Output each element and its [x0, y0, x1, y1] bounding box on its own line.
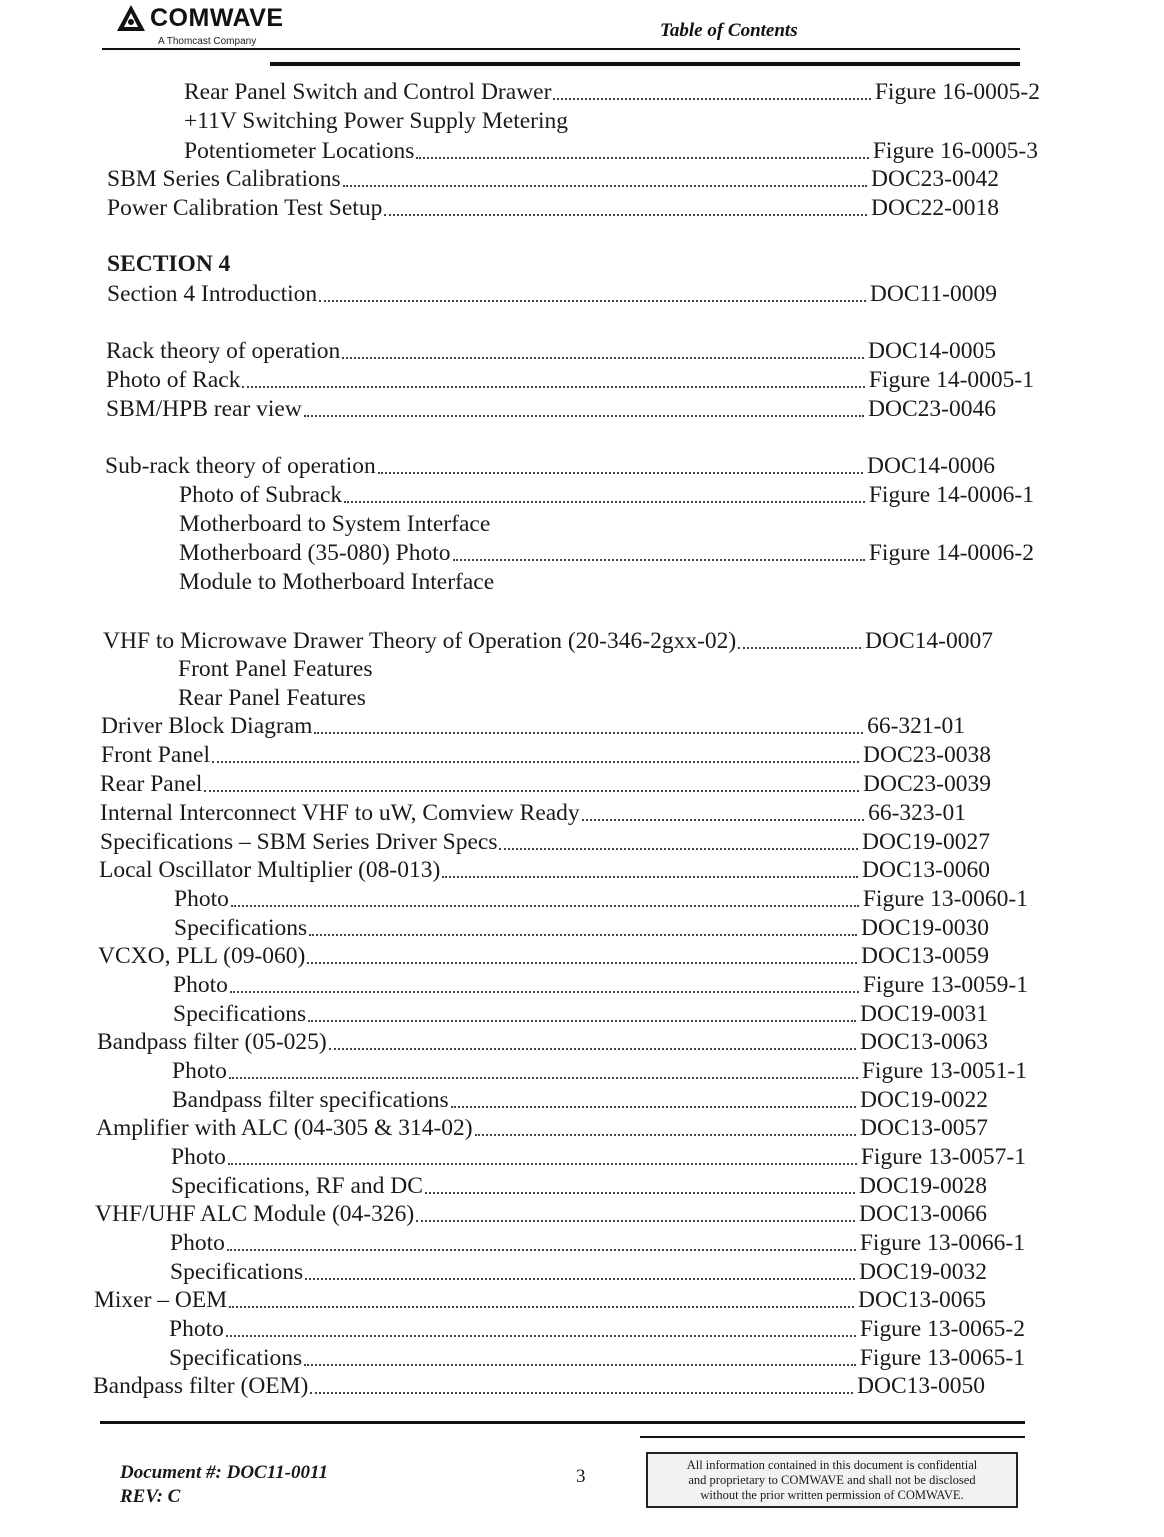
- toc-entry-ref: Figure 14-0005-1: [868, 367, 1034, 393]
- leader-dots: [304, 415, 864, 417]
- toc-entry: [172, 1086, 988, 1114]
- leader-dots: [378, 472, 863, 474]
- leader-dots: [228, 1163, 857, 1165]
- toc-entry-label: Motherboard to System Interface: [179, 511, 491, 537]
- notice-line: without the prior written permission of COMWAVE.: [700, 1488, 964, 1502]
- toc-entry: [101, 741, 991, 769]
- header-rule: [102, 48, 1020, 50]
- logo-name: COMWAVE: [150, 4, 284, 32]
- toc-entry-label: Mixer – OEM: [94, 1287, 228, 1313]
- leader-dots: [305, 1278, 855, 1280]
- toc-entry-label: VHF/UHF ALC Module (04-326): [95, 1201, 415, 1227]
- toc-entry-label: Photo of Rack: [106, 367, 241, 393]
- leader-dots: [384, 214, 867, 216]
- toc-entry-ref: DOC23-0046: [868, 396, 996, 422]
- toc-entry-ref: Figure 13-0059-1: [862, 972, 1028, 998]
- toc-entry-ref: DOC11-0009: [869, 281, 997, 307]
- toc-entry: [170, 1258, 987, 1286]
- leader-dots: [582, 819, 864, 821]
- logo-subtitle: A Thomcast Company: [158, 36, 257, 47]
- toc-entry-ref: DOC14-0006: [867, 453, 995, 479]
- toc-entry-label: SBM/HPB rear view: [106, 396, 302, 422]
- leader-dots: [329, 1048, 856, 1050]
- toc-entry-ref: Figure 16-0005-3: [872, 138, 1038, 164]
- toc-entry-ref: DOC14-0005: [868, 338, 996, 364]
- toc-entry-ref: DOC13-0059: [861, 943, 989, 969]
- leader-dots: [416, 1220, 855, 1222]
- toc-entry-label: Specifications – SBM Series Driver Specs: [100, 829, 498, 855]
- toc-entry: [103, 627, 993, 655]
- leader-dots: [425, 1192, 855, 1194]
- toc-entry: [184, 107, 568, 135]
- toc-entry: [107, 280, 997, 308]
- toc-entry-label: Bandpass filter specifications: [172, 1087, 449, 1113]
- leader-dots: [309, 934, 857, 936]
- toc-entry-label: Power Calibration Test Setup: [107, 195, 383, 221]
- toc-entry: [169, 1344, 1025, 1372]
- toc-entry-ref: Figure 13-0066-1: [859, 1230, 1025, 1256]
- toc-entry: [106, 395, 996, 423]
- toc-entry-ref: DOC23-0038: [863, 742, 991, 768]
- toc-entry: [100, 770, 991, 798]
- toc-entry-ref: DOC19-0030: [861, 915, 989, 941]
- toc-entry-ref: 66-321-01: [867, 713, 965, 739]
- toc-entry: [178, 684, 366, 712]
- header-rule-thick: [270, 62, 1020, 66]
- toc-entry-label: Specifications: [170, 1259, 304, 1285]
- leader-dots: [229, 1077, 858, 1079]
- leader-dots: [204, 790, 859, 792]
- toc-entry-label: Amplifier with ALC (04-305 & 314-02): [96, 1115, 473, 1141]
- toc-entry-label: Bandpass filter (05-025): [97, 1029, 327, 1055]
- toc-entry-label: Rear Panel: [100, 771, 203, 797]
- leader-dots: [314, 732, 863, 734]
- toc-entry-ref: Figure 13-0065-1: [859, 1345, 1025, 1371]
- toc-entry-label: Motherboard (35-080) Photo: [179, 540, 451, 566]
- toc-entry-ref: DOC19-0022: [860, 1087, 988, 1113]
- toc-entry: [101, 712, 965, 740]
- toc-entry-ref: DOC23-0042: [871, 166, 999, 192]
- toc-entry: [179, 481, 1034, 509]
- toc-entry-ref: Figure 13-0065-2: [859, 1316, 1025, 1342]
- company-logo: [116, 2, 316, 50]
- toc-entry-label: Potentiometer Locations: [184, 138, 415, 164]
- leader-dots: [231, 905, 859, 907]
- leader-dots: [344, 501, 865, 503]
- toc-entry-ref: DOC14-0007: [865, 628, 993, 654]
- toc-entry-label: Photo: [173, 972, 228, 998]
- toc-entry: [97, 1028, 988, 1056]
- toc-entry: [98, 942, 989, 970]
- document-number: Document #: DOC11-0011: [120, 1462, 328, 1483]
- toc-entry-ref: DOC13-0060: [862, 857, 990, 883]
- leader-dots: [453, 559, 865, 561]
- toc-entry-label: Photo: [170, 1230, 225, 1256]
- toc-entry-ref: DOC13-0057: [860, 1115, 988, 1141]
- toc-entry-label: Bandpass filter (OEM): [93, 1373, 309, 1399]
- toc-entry-label: Specifications, RF and DC: [171, 1173, 423, 1199]
- toc-entry-label: Internal Interconnect VHF to uW, Comview Ready: [100, 800, 580, 826]
- toc-entry-ref: Figure 13-0051-1: [861, 1058, 1027, 1084]
- toc-entry: [178, 655, 373, 683]
- toc-entry-ref: Figure 14-0006-1: [868, 482, 1034, 508]
- leader-dots: [499, 848, 858, 850]
- footer-rule-short: [640, 1436, 1025, 1438]
- leader-dots: [738, 647, 861, 649]
- toc-entry: [93, 1372, 985, 1400]
- toc-entry-ref: Figure 16-0005-2: [874, 79, 1040, 105]
- toc-entry-ref: DOC23-0039: [863, 771, 991, 797]
- toc-entry-label: Module to Motherboard Interface: [179, 569, 495, 595]
- toc-entry: [106, 337, 996, 365]
- leader-dots: [416, 157, 868, 159]
- toc-entry-label: Rear Panel Switch and Control Drawer: [184, 79, 552, 105]
- toc-entry-ref: DOC13-0050: [857, 1373, 985, 1399]
- toc-entry-label: Specifications: [169, 1345, 303, 1371]
- toc-entry-ref: DOC19-0032: [859, 1259, 987, 1285]
- leader-dots: [212, 761, 859, 763]
- leader-dots: [230, 991, 859, 993]
- toc-entry-ref: DOC19-0031: [860, 1001, 988, 1027]
- toc-entry-label: SBM Series Calibrations: [107, 166, 341, 192]
- toc-entry: [99, 856, 990, 884]
- toc-entry: [179, 568, 494, 596]
- toc-entry-label: Rear Panel Features: [178, 685, 366, 711]
- toc-entry-ref: DOC13-0066: [859, 1201, 987, 1227]
- toc-entry-ref: DOC22-0018: [871, 195, 999, 221]
- notice-line: and proprietary to COMWAVE and shall not be disclosed: [688, 1473, 976, 1487]
- leader-dots: [304, 1364, 856, 1366]
- leader-dots: [226, 1335, 856, 1337]
- page-header-title: Table of Contents: [660, 20, 798, 41]
- toc-entry: [184, 137, 1038, 165]
- toc-entry: [179, 510, 490, 538]
- toc-entry-ref: Figure 13-0060-1: [862, 886, 1028, 912]
- toc-entry: [107, 165, 999, 193]
- toc-entry-label: Photo: [172, 1058, 227, 1084]
- toc-entry-ref: DOC19-0028: [859, 1173, 987, 1199]
- leader-dots: [343, 185, 867, 187]
- toc-entry-ref: DOC13-0065: [858, 1287, 986, 1313]
- toc-entry: [173, 971, 1028, 999]
- toc-entry-ref: 66-323-01: [868, 800, 966, 826]
- toc-entry: [174, 914, 989, 942]
- toc-entry: [184, 78, 1040, 106]
- comwave-logo-icon: [116, 4, 146, 34]
- leader-dots: [342, 357, 864, 359]
- toc-entry-label: Local Oscillator Multiplier (08-013): [99, 857, 441, 883]
- toc-entry: [96, 1114, 988, 1142]
- toc-entry-label: Specifications: [173, 1001, 307, 1027]
- toc-entry-ref: Figure 13-0057-1: [860, 1144, 1026, 1170]
- toc-entry-label: Photo: [169, 1316, 224, 1342]
- toc-entry: [171, 1172, 987, 1200]
- toc-entry: [105, 452, 995, 480]
- toc-entry-label: Sub-rack theory of operation: [105, 453, 376, 479]
- toc-entry-label: Front Panel Features: [178, 656, 373, 682]
- toc-entry-label: Section 4 Introduction: [107, 281, 318, 307]
- toc-entry: [179, 539, 1034, 567]
- toc-entry: [173, 1000, 988, 1028]
- toc-entry-label: +11V Switching Power Supply Metering: [184, 108, 569, 134]
- leader-dots: [319, 300, 866, 302]
- toc-entry-ref: DOC19-0027: [862, 829, 990, 855]
- toc-entry-label: VCXO, PLL (09-060): [98, 943, 306, 969]
- toc-entry: [95, 1200, 987, 1228]
- toc-entry: [94, 1286, 986, 1314]
- leader-dots: [553, 98, 870, 100]
- toc-entry-label: Rack theory of operation: [106, 338, 341, 364]
- leader-dots: [308, 1020, 856, 1022]
- toc-entry: [106, 366, 1034, 394]
- toc-entry-label: Front Panel: [101, 742, 211, 768]
- toc-entry: [107, 194, 999, 222]
- leader-dots: [475, 1134, 856, 1136]
- toc-entry-ref: Figure 14-0006-2: [868, 540, 1034, 566]
- document-revision: REV: C: [120, 1486, 181, 1507]
- toc-entry: [100, 799, 966, 827]
- section-heading: SECTION 4: [107, 251, 231, 277]
- leader-dots: [229, 1306, 854, 1308]
- toc-entry-label: Photo: [174, 886, 229, 912]
- toc-entry: [172, 1057, 1027, 1085]
- toc-entry-label: Specifications: [174, 915, 308, 941]
- leader-dots: [227, 1249, 856, 1251]
- toc-entry-label: Photo of Subrack: [179, 482, 343, 508]
- toc-entry-ref: DOC13-0063: [860, 1029, 988, 1055]
- footer-rule: [100, 1421, 1025, 1424]
- toc-entry-label: VHF to Microwave Drawer Theory of Operation (20-346-2gxx-02): [103, 628, 737, 654]
- page-number: 3: [576, 1466, 586, 1487]
- toc-entry: [170, 1229, 1025, 1257]
- leader-dots: [310, 1392, 853, 1394]
- toc-entry: [174, 885, 1028, 913]
- confidentiality-notice: [646, 1452, 1018, 1508]
- toc-entry-label: Photo: [171, 1144, 226, 1170]
- leader-dots: [242, 386, 864, 388]
- toc-entry-label: Driver Block Diagram: [101, 713, 313, 739]
- toc-entry: [169, 1315, 1025, 1343]
- leader-dots: [307, 962, 857, 964]
- leader-dots: [451, 1106, 856, 1108]
- leader-dots: [442, 876, 858, 878]
- notice-line: All information contained in this document is confidential: [686, 1458, 978, 1472]
- toc-entry: [100, 828, 990, 856]
- toc-entry: [171, 1143, 1026, 1171]
